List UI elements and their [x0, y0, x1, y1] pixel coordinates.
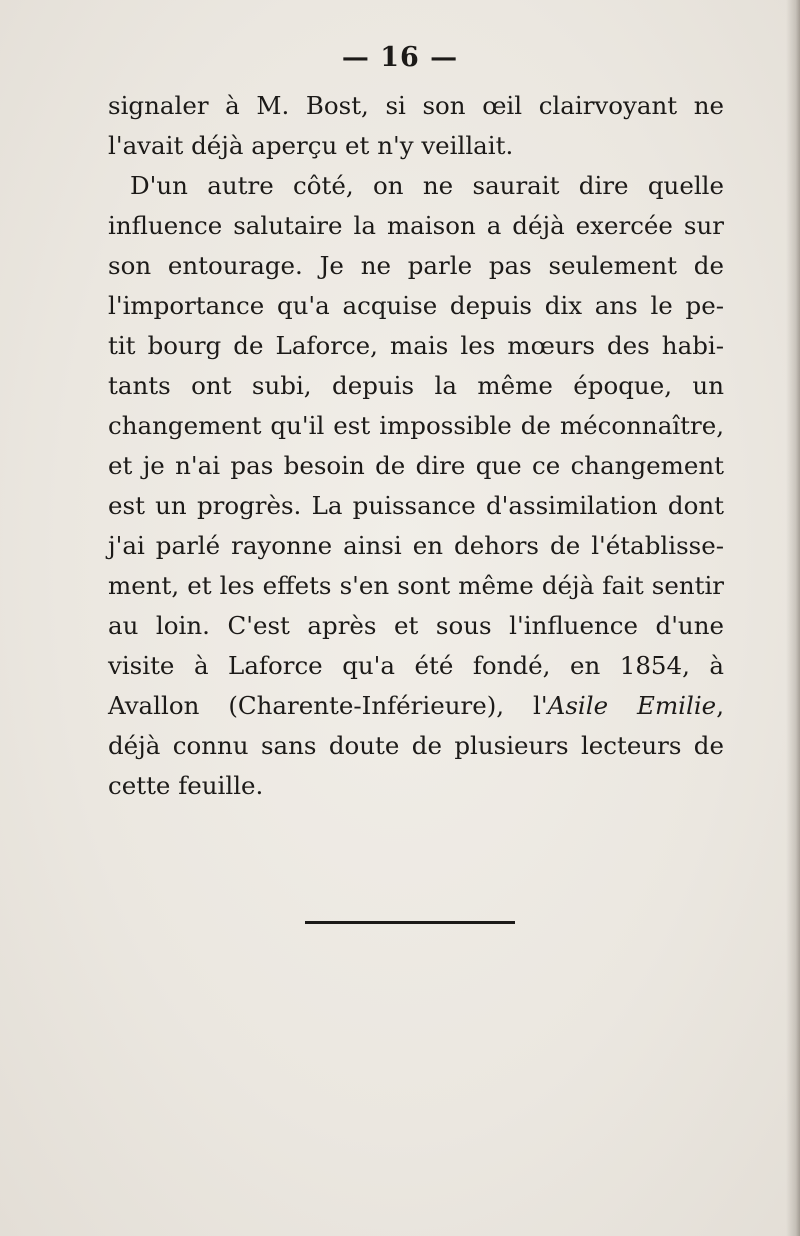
- text-line: est un progrès. La puissance d'assimilation dont: [108, 491, 724, 520]
- text-line: ment, et les effets s'en sont même déjà fait sentir: [108, 571, 724, 600]
- section-rule: [305, 921, 515, 924]
- page-edge-shadow: [786, 0, 800, 1236]
- text-line: D'un autre côté, on ne saurait dire quelle: [130, 171, 724, 200]
- text-line: changement qu'il est impossible de méconnaître,: [108, 411, 724, 440]
- text-line: signaler à M. Bost, si son œil clairvoyant ne: [108, 91, 724, 120]
- line-end-punct: ,: [716, 691, 724, 720]
- text-line: influence salutaire la maison a déjà exercée sur: [108, 211, 724, 240]
- text-line: au loin. C'est après et sous l'influence d'une: [108, 611, 724, 640]
- text-line: tants ont subi, depuis la même époque, un: [108, 371, 724, 400]
- text-line: j'ai parlé rayonne ainsi en dehors de l'établisse-: [108, 531, 724, 560]
- text-line: visite à Laforce qu'a été fondé, en 1854, à: [108, 651, 724, 680]
- text-line: son entourage. Je ne parle pas seulement de: [108, 251, 724, 280]
- asylum-title: Asile Emilie: [547, 691, 717, 720]
- text-line: déjà connu sans doute de plusieurs lecteurs de: [108, 731, 724, 760]
- page-number: — 16 —: [341, 42, 459, 73]
- line-start-text: Avallon (Charente-Inférieure), l': [108, 691, 548, 720]
- text-line: l'importance qu'a acquise depuis dix ans le pe-: [108, 291, 724, 320]
- text-line-with-title: [108, 686, 724, 726]
- text-line: cette feuille.: [108, 771, 264, 800]
- text-line: tit bourg de Laforce, mais les mœurs des habi-: [108, 331, 724, 360]
- text-line: et je n'ai pas besoin de dire que ce changement: [108, 451, 724, 480]
- body-text: [108, 86, 724, 806]
- text-line: l'avait déjà aperçu et n'y veillait.: [108, 131, 514, 160]
